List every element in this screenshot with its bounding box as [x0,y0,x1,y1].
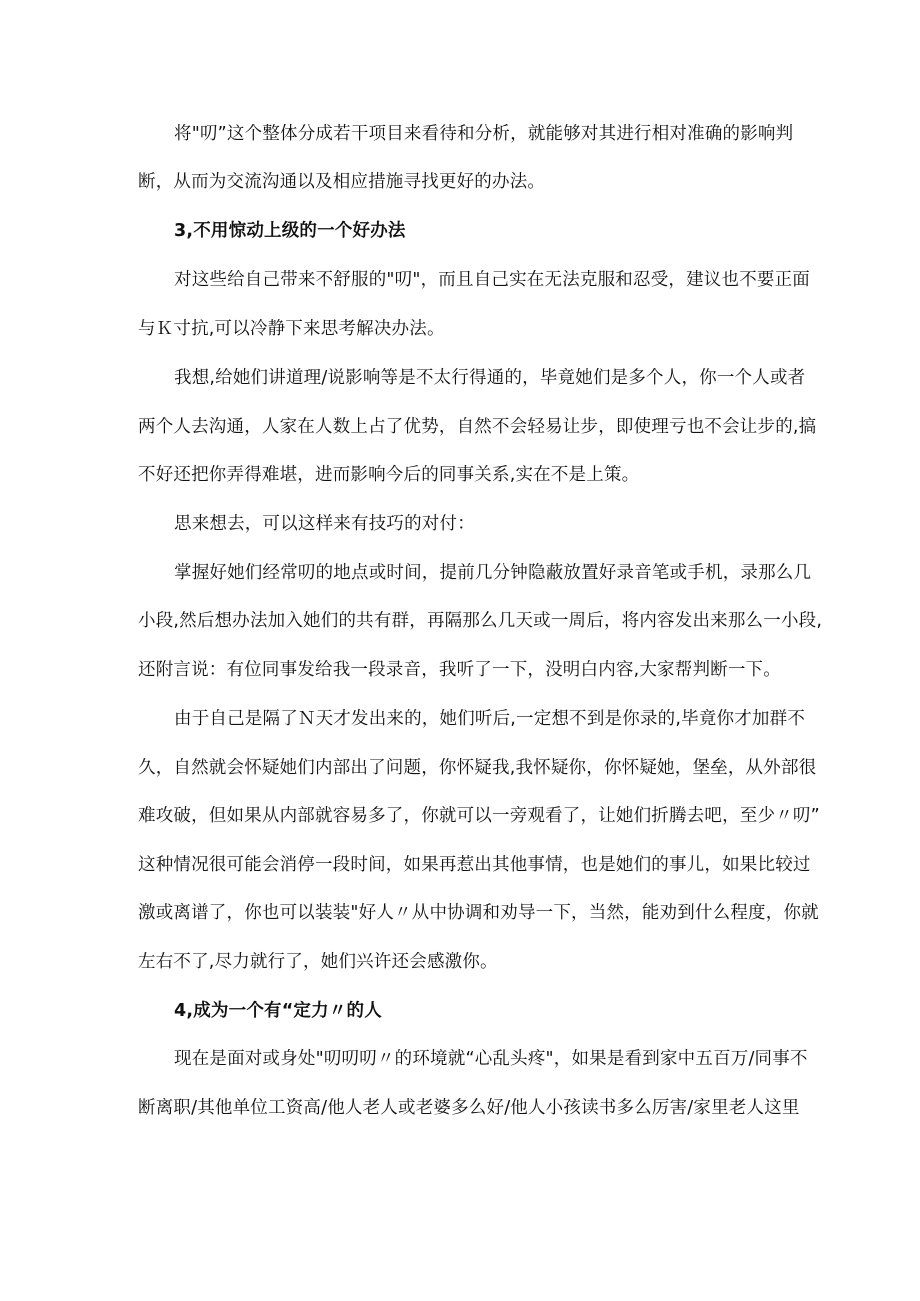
paragraph-line: 激或离谱了，你也可以装装"好人〃从中协调和劝导一下，当然，能劝到什么程度，你就 [138,903,819,923]
paragraph-line: 左右不了,尽力就行了，她们兴许还会感激你。 [138,952,498,972]
paragraph-line: 久，自然就会怀疑她们内部出了问题，你怀疑我,我怀疑你，你怀疑她，堡垒，从外部很 [138,758,817,778]
paragraph-line: 这种情况很可能会消停一段时间，如果再惹出其他事情，也是她们的事儿，如果比较过 [138,855,811,875]
paragraph-line: 与Ｋ寸抗,可以冷静下来思考解决办法。 [138,319,445,339]
paragraph-line: 思来想去，可以这样来有技巧的对付： [174,514,475,534]
paragraph-line: 小段,然后想办法加入她们的共有群，再隔那么几天或一周后，将内容发出来那么一小段, [138,611,823,631]
paragraph-line: 还附言说：有位同事发给我一段录音，我听了一下，没明白内容,大家帮判断一下。 [138,660,781,680]
paragraph-line: 由于自己是隔了Ｎ天才发出来的，她们听后,一定想不到是你录的,毕竟你才加群不 [174,709,806,729]
paragraph-line: 两个人去沟通，人家在人数上占了优势，自然不会轻易让步，即使理亏也不会让步的,搞 [138,417,817,437]
paragraph-line: 掌握好她们经常叨的地点或时间，提前几分钟隐蔽放置好录音笔或手机，录那么几 [174,563,812,583]
paragraph-line: 难攻破，但如果从内部就容易多了，你就可以一旁观看了，让她们折腾去吧，至少〃叨” [138,806,820,826]
paragraph-line: 断离职/其他单位工资高/他人老人或老婆多么好/他人小孩读书多么厉害/家里老人这里 [138,1098,800,1118]
paragraph-line: 我想,给她们讲道理/说影响等是不太行得通的，毕竟她们是多个人，你一个人或者 [174,368,806,388]
paragraph-line: 对这些给自己带来不舒服的"叨"，而且自己实在无法克服和忍受，建议也不要正面 [174,270,810,290]
paragraph-line: 将"叨”这个整体分成若干项目来看待和分析，就能够对其进行相对准确的影响判 [174,124,794,144]
paragraph-line: 现在是面对或身处"叨叨叨〃的环境就“心乱头疼"，如果是看到家中五百万/同事不 [174,1049,808,1069]
section-heading-3: 3,不用惊动上级的一个好办法 [174,221,406,241]
paragraph-line: 断，从而为交流沟通以及相应措施寻找更好的办法。 [138,172,546,192]
paragraph-line: 不好还把你弄得难堪，进而影响今后的同事关系,实在不是上策。 [138,465,640,485]
section-heading-4: 4,成为一个有“定力〃的人 [174,1001,382,1021]
